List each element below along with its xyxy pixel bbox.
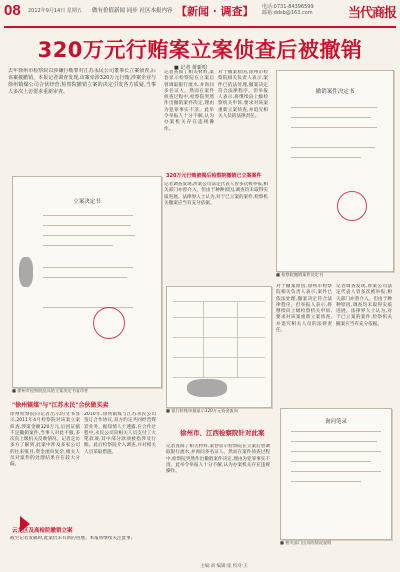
document-image-3	[280, 408, 392, 540]
document-image-2	[276, 70, 394, 272]
body-column-e: 记者调查发现,涉案公司法定代表人曾多次被举报,相关部门亦曾介入。但由于种种原因,调查均未取得实质进展。法律界人士认为,对于已立案的案件,检察机关撤案应当有充分依据。	[164, 182, 268, 206]
document-title-1: 立案决定书	[73, 199, 101, 205]
subhead-2: 320万元行贿被揭后检察院撤销已立案案件	[166, 173, 262, 179]
body-column-f: 截至记者发稿时,此案仍未有新的进展。本报将继续关注此事。	[10, 536, 136, 541]
subhead-3: 徐州市、江西检察院针对此案	[180, 429, 265, 437]
caption-1: ■ 徐州市检察院出具的立案决定书复印件	[12, 388, 89, 393]
receipt-image	[166, 286, 272, 408]
hotline-text: 电话:0731-84396599	[262, 4, 314, 10]
headline: 320万元行贿案立案侦查后被撤销	[37, 38, 363, 62]
header-slogan: 做有价值新闻 同步 社区本报内容	[92, 8, 173, 14]
body-column-d2: 对于撤案原因,徐州市检察院相关负责人表示,案件已依法处理,撤案决定符合法律程序。但举报人表示,将继续向上级检察机关申诉,要求对该案重新立案侦查,并追究相关人员的法律责任。	[276, 284, 332, 334]
body-column-c2: 记者查阅了相关材料,案卷显示检察院在立案后曾调取银行流水,并询问多名证人。然而在案件侦查过程中,检察院突然作出撤销案件决定,理由为犯罪事实不清。此举令举报人十分不解,认为办案机关存在违规操作。	[166, 444, 270, 475]
red-arrow-marker	[20, 516, 30, 532]
page-header	[0, 0, 400, 26]
body-column-a: 徐州检察院向记者出示的文书显示,2011年4月检察院对该案立案侦查,涉案金额320万元,后因证据不足撤销案件,当事人对此不服,多次向上级机关反映情况。记者走访多方了解到,此案中涉及多家公司的往来账目,资金流向复杂,相关人员对案件的处理结果存在较大分歧。	[10, 412, 80, 468]
contact-info	[262, 4, 314, 16]
section-title: 【新闻 · 调查】	[176, 5, 254, 18]
byline: ■ 记者 黄新明	[174, 65, 207, 71]
caption-3: ■ 检察院撤销案件决定书	[276, 272, 324, 277]
header-rule	[4, 26, 396, 28]
body-column-d: 对于撤案原因,徐州市检察院相关负责人表示,案件已依法处理,撤案决定符合法律程序。但举报人表示,将继续向上级检察机关申诉,要求对该案重新立案侦查,并追究相关人员的法律责任。	[218, 70, 268, 120]
body-column-e2: 记者调查发现,涉案公司法定代表人曾多次被举报,相关部门亦曾介入。但由于种种原因,调查均未取得实质进展。法律界人士认为,对于已立案的案件,检察机关撤案应当有充分依据。	[336, 284, 392, 327]
document-title-3: 询问笔录	[324, 419, 347, 425]
issue-date: 2012年9月14日 星期五	[28, 8, 82, 14]
caption-2: ■ 银行转账单据显示320万元资金流向	[166, 408, 238, 413]
subhead-4: 云龙区及高检院撤销立案	[12, 528, 73, 534]
footer-credits: 主编:刘 编辑:张 校对:王	[200, 564, 248, 569]
subhead-1: "徐州镇煤"与"江苏永民"合伙做买卖	[12, 402, 109, 409]
lead-paragraph: 去年徐州市检察院以涉嫌行贿罪对江苏永民公司董事长立案侦查,后该案被撤销。本报记者调查发现,该案牵涉320万元行贿,涉案企业与徐州镇煤公司合伙经营,检察院撤销立案的决定引发各方质疑,当事人多次上访要求重新审查。	[8, 68, 156, 95]
document-title-2: 撤销案件决定书	[315, 89, 355, 95]
email-text: 邮箱:ddsb@163.com	[262, 10, 313, 16]
body-column-c: 记者查阅了相关材料,案卷显示检察院在立案后曾调取银行流水,并询问多名证人。然而在案件侦查过程中,检察院突然作出撤销案件决定,理由为犯罪事实不清。此举令举报人十分不解,认为办案机关存在违规操作。	[164, 70, 214, 132]
page-number: 08	[4, 2, 21, 19]
document-image-1	[12, 176, 162, 388]
body-column-b: 2010年,徐州镇煤与江苏永民公司签订合作协议,双方约定共同经营煤炭业务。据知情人士透露,在合作过程中,永民公司向相关人员支付了大笔款项,其中部分款项被指涉及行贿。此后检察院介入调查,并对相关人员采取措施。	[84, 412, 156, 455]
caption-4: ■ 相关部门出具的情况说明	[280, 540, 332, 545]
newspaper-logo: 当代商报	[347, 6, 396, 21]
